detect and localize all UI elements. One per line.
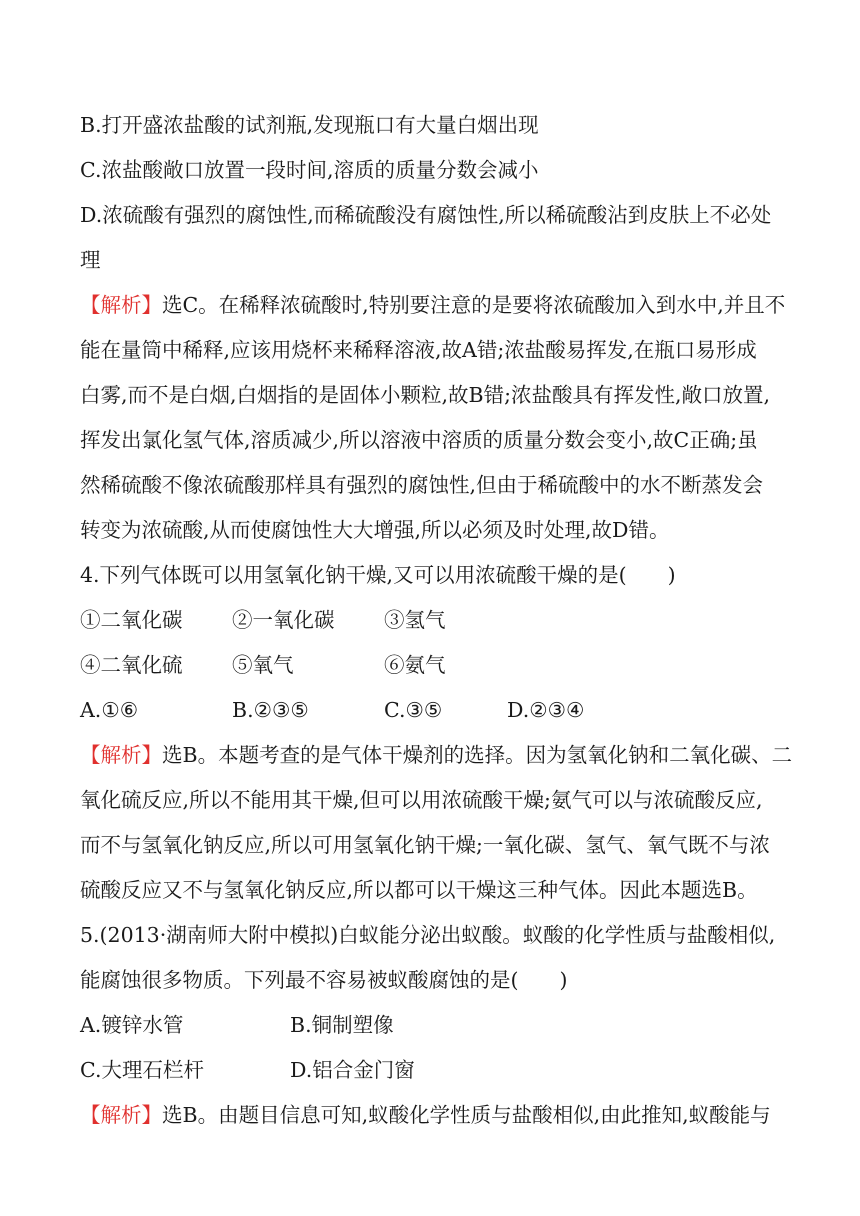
q4-choice: A.①⑥ xyxy=(80,698,139,722)
q3-analysis-line: 转变为浓硫酸,从而使腐蚀性大大增强,所以必须及时处理,故D错。 xyxy=(80,518,670,542)
q4-item: ②一氧化碳 xyxy=(232,608,335,632)
q4-item: ⑥氨气 xyxy=(384,653,446,677)
q3-option-d-cont: 理 xyxy=(80,248,101,272)
analysis-label: 【解析】 xyxy=(80,293,162,317)
q5-analysis-text: 选B。由题目信息可知,蚁酸化学性质与盐酸相似,由此推知,蚁酸能与 xyxy=(162,1103,771,1127)
q4-analysis-line: 硫酸反应又不与氢氧化钠反应,所以都可以干燥这三种气体。因此本题选B。 xyxy=(80,878,758,902)
q3-analysis-text: 选C。在稀释浓硫酸时,特别要注意的是要将浓硫酸加入到水中,并且不 xyxy=(162,293,786,317)
q3-analysis-line: 然稀硫酸不像浓硫酸那样具有强烈的腐蚀性,但由于稀硫酸中的水不断蒸发会 xyxy=(80,473,764,497)
q3-analysis-line: 挥发出氯化氢气体,溶质减少,所以溶液中溶质的质量分数会变小,故C正确;虽 xyxy=(80,428,758,452)
q4-analysis-line xyxy=(80,740,825,770)
analysis-label: 【解析】 xyxy=(80,743,162,767)
q4-choice: D.②③④ xyxy=(507,698,585,722)
q4-choice: C.③⑤ xyxy=(384,698,443,722)
q4-analysis-text: 选B。本题考查的是气体干燥剂的选择。因为氢氧化钠和二氧化碳、二 xyxy=(162,743,793,767)
q4-item: ④二氧化硫 xyxy=(80,653,183,677)
q5-choice: D.铝合金门窗 xyxy=(290,1058,415,1082)
q3-option-b: B.打开盛浓盐酸的试剂瓶,发现瓶口有大量白烟出现 xyxy=(80,113,539,137)
q5-choice: B.铜制塑像 xyxy=(290,1013,394,1037)
q3-analysis-line: 白雾,而不是白烟,白烟指的是固体小颗粒,故B错;浓盐酸具有挥发性,敞口放置, xyxy=(80,383,771,407)
q3-option-d: D.浓硫酸有强烈的腐蚀性,而稀硫酸没有腐蚀性,所以稀硫酸沾到皮肤上不必处 xyxy=(80,203,772,227)
q3-analysis-line: 能在量筒中稀释,应该用烧杯来稀释溶液,故A错;浓盐酸易挥发,在瓶口易形成 xyxy=(80,338,757,362)
q4-analysis-line: 氧化硫反应,所以不能用其干燥,但可以用浓硫酸干燥;氨气可以与浓硫酸反应, xyxy=(80,788,763,812)
q5-stem: 5.(2013·湖南师大附中模拟)白蚁能分泌出蚁酸。蚁酸的化学性质与盐酸相似, xyxy=(80,923,776,947)
q5-choice: C.大理石栏杆 xyxy=(80,1058,204,1082)
q4-item: ⑤氧气 xyxy=(232,653,294,677)
q5-choice: A.镀锌水管 xyxy=(80,1013,184,1037)
q5-analysis-line xyxy=(80,1100,825,1130)
q3-analysis-line xyxy=(80,290,825,320)
q4-choice: B.②③⑤ xyxy=(232,698,309,722)
q5-stem-cont: 能腐蚀很多物质。下列最不容易被蚁酸腐蚀的是( ) xyxy=(80,968,568,992)
q4-item: ①二氧化碳 xyxy=(80,608,183,632)
q4-analysis-line: 而不与氢氧化钠反应,所以可用氢氧化钠干燥;一氧化碳、氢气、氧气既不与浓 xyxy=(80,833,770,857)
q4-stem: 4.下列气体既可以用氢氧化钠干燥,又可以用浓硫酸干燥的是( ) xyxy=(80,563,676,587)
analysis-label: 【解析】 xyxy=(80,1103,162,1127)
q4-item: ③氢气 xyxy=(384,608,446,632)
q3-option-c: C.浓盐酸敞口放置一段时间,溶质的质量分数会减小 xyxy=(80,158,539,182)
